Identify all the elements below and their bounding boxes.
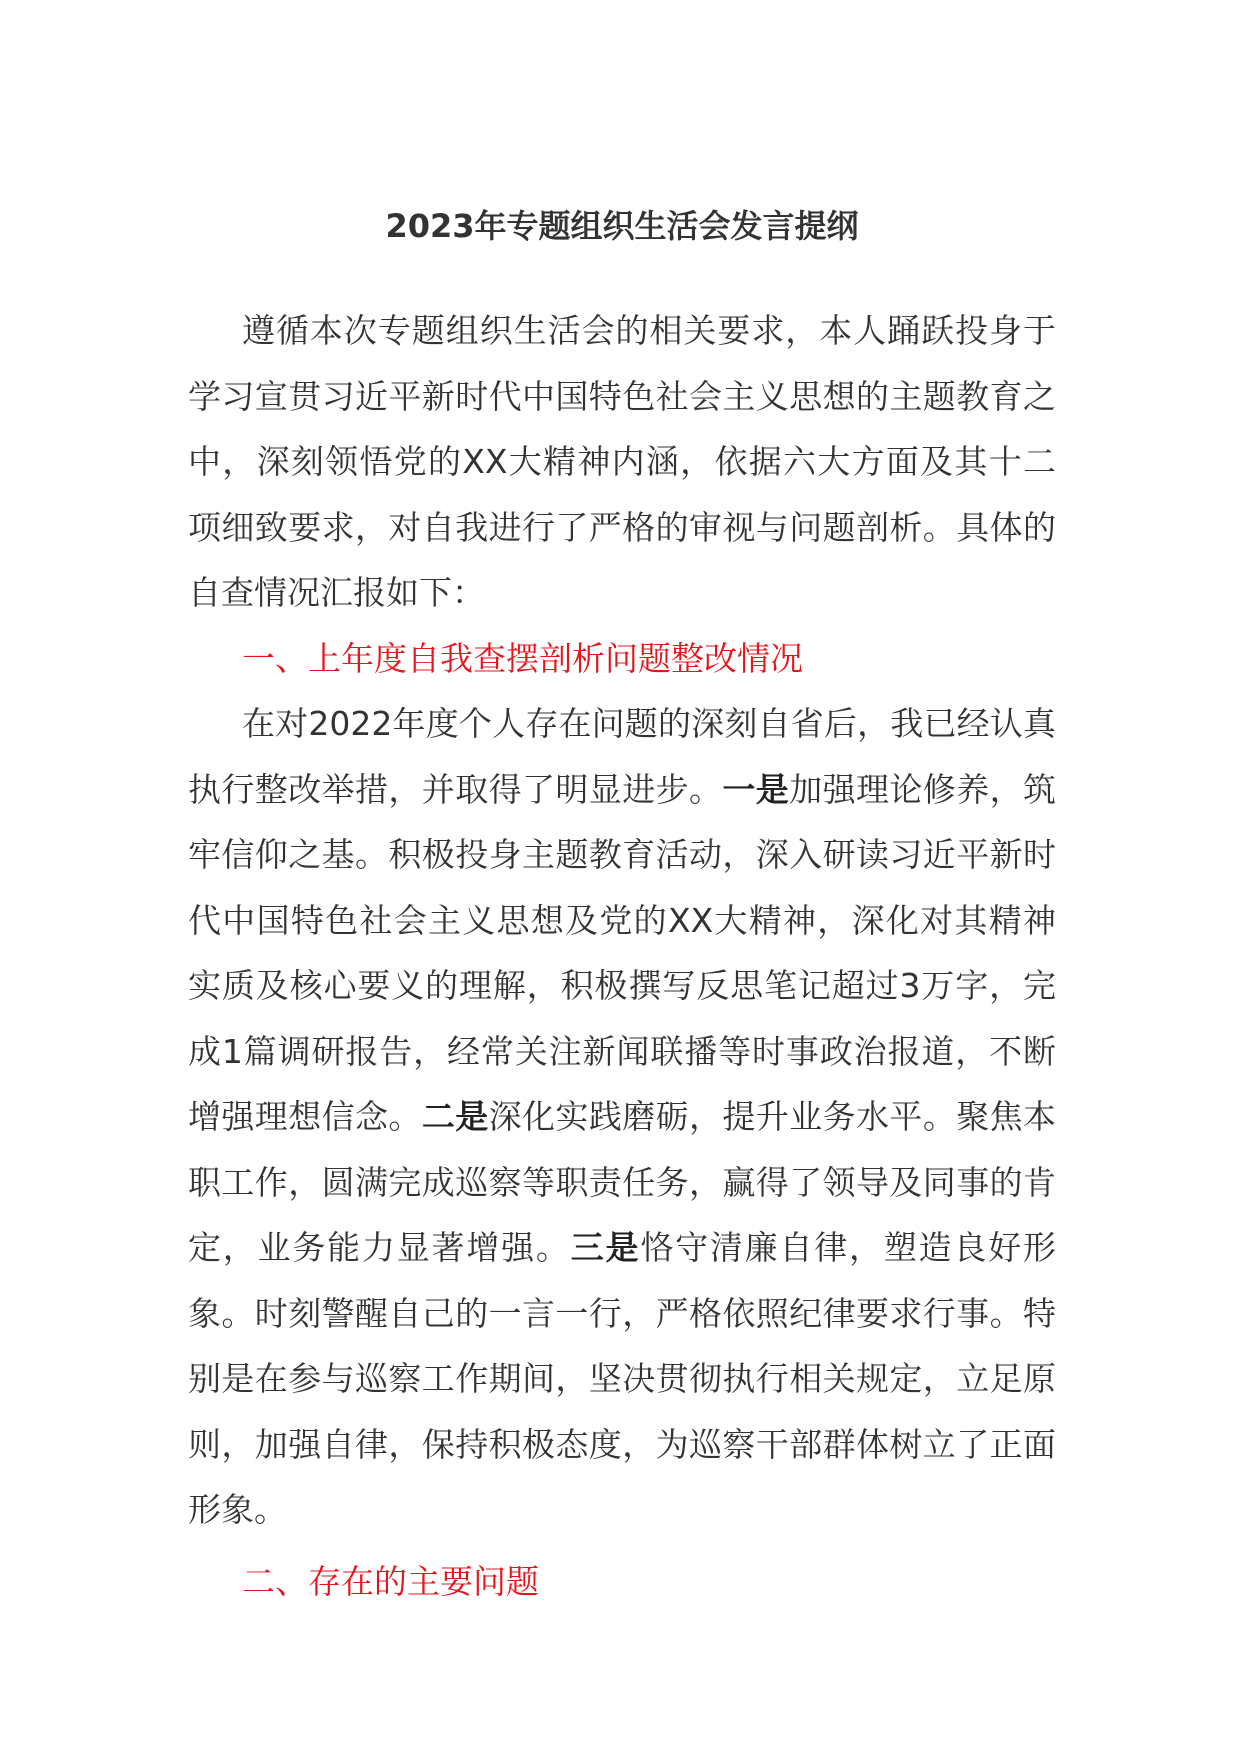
point-text-2: 深化实践磨砺，提升业务水平。聚焦本职工作，圆满完成巡察等职责任务，赢得了领导及同事的肯定，业务能力显著增强。 xyxy=(188,1097,1057,1267)
point-text-3: 恪守清廉自律，塑造良好形象。时刻警醒自己的一言一行，严格依照纪律要求行事。特别是在参与巡察工作期间，坚决贯彻执行相关规定，立足原则，加强自律，保持积极态度，为巡察干部群体树立了正面形象。 xyxy=(188,1228,1057,1529)
point-text-1: 加强理论修养，筑牢信仰之基。积极投身主题教育活动，深入研读习近平新时代中国特色社会主义思想及党的XX大精神，深化对其精神实质及核心要义的理解，积极撰写反思笔记超过3万字，完成1篇调研报告，经常关注新闻联播等时事政治报道，不断增强理想信念。 xyxy=(188,769,1057,1136)
document-title: 2023年专题组织生活会发言提纲 xyxy=(385,207,859,245)
point-label-2: 二是 xyxy=(421,1097,489,1136)
section-heading-1: 一、上年度自我查摆剖析问题整改情况 xyxy=(242,638,803,678)
point-label-3: 三是 xyxy=(570,1228,641,1267)
section-1-opening: 在对2022年度个人存在问题的深刻自省后，我已经认真执行整改举措，并取得了明显进步。 xyxy=(188,704,1056,809)
section-1-paragraph xyxy=(188,691,1056,1543)
document-page xyxy=(188,196,1056,1614)
point-label-1: 一是 xyxy=(722,769,790,809)
intro-paragraph: 遵循本次专题组织生活会的相关要求，本人踊跃投身于学习宣贯习近平新时代中国特色社会主义思想的主题教育之中，深刻领悟党的XX大精神内涵，依据六大方面及其十二项细致要求，对自我进行了严格的审视与问题剖析。具体的自查情况汇报如下： xyxy=(188,311,1056,612)
section-heading-2: 二、存在的主要问题 xyxy=(242,1561,539,1601)
